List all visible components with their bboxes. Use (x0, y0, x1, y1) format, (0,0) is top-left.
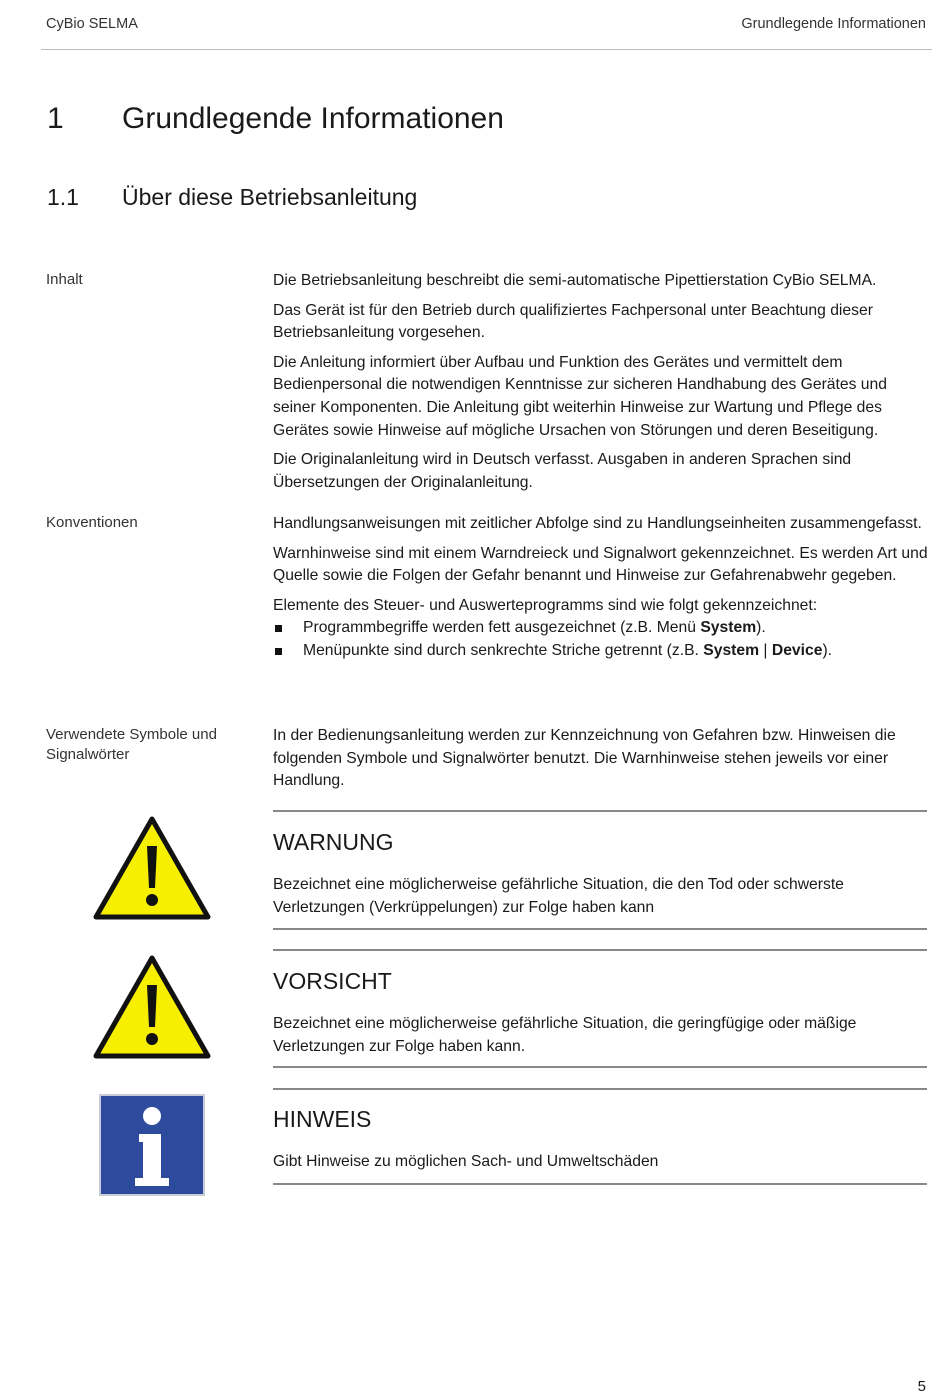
running-header-right: Grundlegende Informationen (741, 16, 926, 32)
chapter-number: 1 (47, 102, 64, 135)
warning-triangle-icon (93, 816, 211, 920)
info-icon (99, 1094, 205, 1196)
list-item: Programmbegriffe werden fett ausgezeichnet (z.B. Menü System). (273, 617, 933, 640)
side-label-symbole: Verwendete Symbole und Signalwörter (46, 726, 217, 763)
notice-bottom-rule (273, 928, 927, 930)
notice-title-hinweis: HINWEIS (273, 1106, 372, 1132)
konventionen-paragraph: Warnhinweise sind mit einem Warndreieck und Signalwort gekennzeichnet. Es werden Art und Quelle sowie die Folgen der Gefahr benannt und Hinweise zur Gefahrenabwehr gegeben. (273, 544, 928, 585)
inhalt-body (273, 270, 933, 501)
running-header-left: CyBio SELMA (46, 16, 138, 32)
notice-text-hinweis: Gibt Hinweise zu möglichen Sach- und Umweltschäden (273, 1153, 659, 1170)
notice-top-rule (273, 1088, 927, 1090)
notice-top-rule (273, 810, 927, 812)
list-item: Menüpunkte sind durch senkrechte Striche getrennt (z.B. System | Device). (273, 640, 933, 663)
inhalt-paragraph: Die Originalanleitung wird in Deutsch verfasst. Ausgaben in anderen Sprachen sind Übersetzungen der Originalanleitung. (273, 451, 852, 491)
notice-text-warnung: Bezeichnet eine möglicherweise gefährliche Situation, die den Tod oder schwerste Verletzungen (Verkrüppelungen) zur Folge haben kann (273, 876, 844, 916)
notice-text-vorsicht: Bezeichnet eine möglicherweise gefährliche Situation, die geringfügige oder mäßige Verletzungen zur Folge haben kann. (273, 1015, 857, 1055)
side-label-inhalt: Inhalt (46, 271, 83, 288)
notice-bottom-rule (273, 1183, 927, 1185)
bullet-square-icon (275, 625, 282, 632)
inhalt-paragraph: Das Gerät ist für den Betrieb durch qualifiziertes Fachpersonal unter Beachtung dieser Betriebsanleitung vorgesehen. (273, 301, 873, 342)
symbole-paragraph: In der Bedienungsanleitung werden zur Kennzeichnung von Gefahren bzw. Hinweisen die folgenden Symbole und Signalwörter benutzt. Die Warnhinweise stehen jeweils vor einer Handlung. (273, 727, 896, 790)
notice-title-vorsicht: VORSICHT (273, 968, 392, 994)
notice-top-rule (273, 949, 927, 951)
inhalt-paragraph: Die Anleitung informiert über Aufbau und Funktion des Gerätes und vermittelt dem Bedienpersonal die notwendigen Kenntnisse zur sicheren Handhabung des Gerätes und seiner Komponenten. Die Anleitung gibt weiterhin Hinweise zur Wartung und Pflege des Gerätes sowie Hinweise auf mögliche Ursachen von Störungen und deren Beseitigung. (273, 353, 887, 439)
section-title: Über diese Betriebsanleitung (122, 184, 418, 210)
chapter-heading (0, 102, 950, 142)
konventionen-body (273, 513, 933, 663)
bullet-square-icon (275, 648, 282, 655)
symbole-body (273, 725, 933, 800)
warning-triangle-icon (93, 955, 211, 1059)
inhalt-paragraph: Die Betriebsanleitung beschreibt die semi-automatische Pipettierstation CyBio SELMA. (273, 272, 877, 289)
section-heading (0, 184, 950, 214)
konventionen-paragraph: Handlungsanweisungen mit zeitlicher Abfolge sind zu Handlungseinheiten zusammengefasst. (273, 515, 922, 532)
notice-bottom-rule (273, 1066, 927, 1068)
section-number: 1.1 (47, 184, 79, 210)
chapter-title: Grundlegende Informationen (122, 102, 504, 135)
konventionen-bullet-list (273, 617, 933, 662)
notice-title-warnung: WARNUNG (273, 829, 394, 855)
side-label-konventionen: Konventionen (46, 514, 138, 531)
konventionen-paragraph: Elemente des Steuer- und Auswerteprogramms sind wie folgt gekennzeichnet: (273, 596, 818, 614)
header-divider (41, 49, 932, 50)
page-number: 5 (917, 1378, 926, 1395)
